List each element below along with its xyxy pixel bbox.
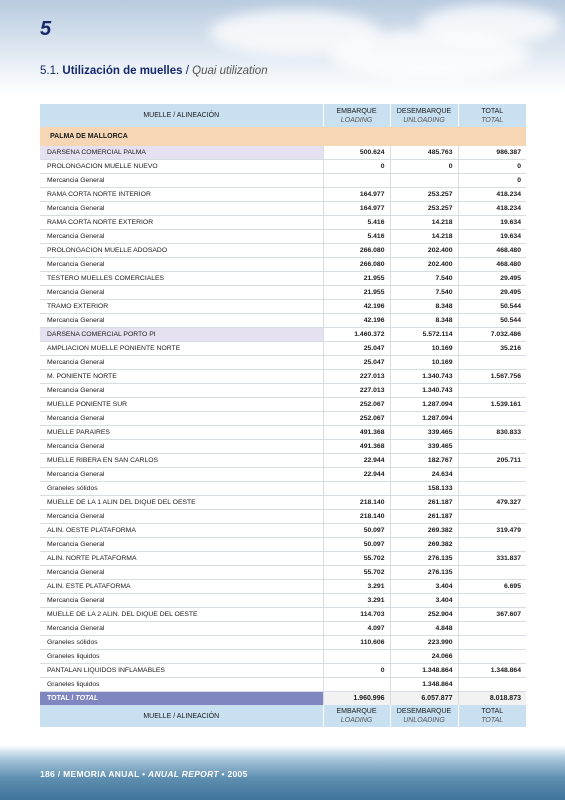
section-title-es: Utilización de muelles [62,65,183,77]
table-row [40,244,526,258]
row-unloading: 223.990 [390,636,458,650]
row-unloading: 0 [390,160,458,174]
table-row [40,482,526,496]
row-loading: 50.097 [323,524,390,538]
row-label: Graneles liquidos [40,678,323,692]
row-label: Mercancia General [40,412,323,426]
row-loading: 25.047 [323,356,390,370]
row-loading: 110.606 [323,636,390,650]
row-unloading: 3.404 [390,580,458,594]
row-loading: 25.047 [323,342,390,356]
row-unloading: 253.257 [390,188,458,202]
row-total: 367.607 [458,608,526,622]
table-row [40,454,526,468]
table-row [40,552,526,566]
row-total: 50.544 [458,314,526,328]
row-total [458,356,526,370]
row-unloading: 24.634 [390,468,458,482]
row-unloading: 1.340.743 [390,370,458,384]
total-loading: 1.960.996 [323,692,390,706]
row-loading: 114.703 [323,608,390,622]
row-total [458,566,526,580]
row-label: Mercancia General [40,258,323,272]
row-total: 205.711 [458,454,526,468]
table-row [40,272,526,286]
chapter-number: 5 [40,18,52,40]
row-total [458,510,526,524]
row-total: 319.479 [458,524,526,538]
row-total: 7.032.486 [458,328,526,342]
table-row [40,230,526,244]
row-label: MUELLE PONIENTE SUR [40,398,323,412]
table-row [40,440,526,454]
row-loading [323,678,390,692]
footer-column-total: TOTAL TOTAL [458,705,526,727]
row-total: 986.387 [458,146,526,160]
table-row [40,468,526,482]
row-unloading: 14.218 [390,216,458,230]
row-total: 830.833 [458,426,526,440]
row-total: 19.634 [458,230,526,244]
row-label: DARSENA COMERCIAL PALMA [40,146,323,160]
table-row [40,370,526,384]
row-loading: 3.291 [323,594,390,608]
table-row [40,594,526,608]
row-label: Mercancia General [40,314,323,328]
row-total [458,678,526,692]
row-unloading [390,174,458,188]
table-row [40,188,526,202]
row-unloading: 339.465 [390,426,458,440]
row-label: ALIN. OESTE PLATAFORMA [40,524,323,538]
row-unloading: 4.848 [390,622,458,636]
row-unloading: 182.767 [390,454,458,468]
row-total: 6.695 [458,580,526,594]
row-label: Mercancia General [40,538,323,552]
row-total [458,440,526,454]
table-row [40,398,526,412]
row-total [458,412,526,426]
row-label: Mercancia General [40,286,323,300]
row-label: Mercancia General [40,594,323,608]
row-total: 0 [458,174,526,188]
row-total: 19.634 [458,216,526,230]
row-loading: 1.460.372 [323,328,390,342]
row-loading: 21.955 [323,286,390,300]
footer-report-es: MEMORIA ANUAL [63,769,140,779]
table-row [40,510,526,524]
row-loading: 164.977 [323,188,390,202]
footer-column-quay: MUELLE / ALINEACIÓN [40,705,323,727]
row-loading: 4.097 [323,622,390,636]
row-total [458,468,526,482]
row-label: Mercancia General [40,230,323,244]
row-loading: 227.013 [323,384,390,398]
group-label: PALMA DE MALLORCA [40,127,526,146]
footer-column-loading: EMBARQUE LOADING [323,705,390,727]
row-loading: 227.013 [323,370,390,384]
row-total: 468.480 [458,244,526,258]
row-total: 29.495 [458,272,526,286]
table-row [40,356,526,370]
section-title [40,65,268,77]
section-title-separator: / [185,65,189,77]
row-loading: 252.067 [323,398,390,412]
row-label: PANTALAN LIQUIDOS INFLAMABLES [40,664,323,678]
row-total [458,538,526,552]
row-loading: 5.416 [323,230,390,244]
row-label: Graneles sólidos [40,482,323,496]
row-total [458,650,526,664]
table-row [40,286,526,300]
row-loading: 55.702 [323,552,390,566]
row-total: 418.234 [458,188,526,202]
row-total [458,482,526,496]
row-total: 1.348.864 [458,664,526,678]
row-label: MUELLE DE LA 1 ALIN DEL DIQUE DEL OESTE [40,496,323,510]
footer-year: 2005 [227,769,248,779]
row-unloading: 10.169 [390,356,458,370]
column-header-total: TOTAL TOTAL [458,104,526,127]
row-unloading: 1.287.094 [390,398,458,412]
table-row [40,314,526,328]
row-unloading: 1.348.864 [390,678,458,692]
row-total: 1.567.756 [458,370,526,384]
table-row [40,342,526,356]
row-loading: 491.368 [323,440,390,454]
row-unloading: 261.187 [390,496,458,510]
row-loading: 218.140 [323,510,390,524]
row-total [458,622,526,636]
row-unloading: 253.257 [390,202,458,216]
row-unloading: 1.287.094 [390,412,458,426]
row-loading: 266.080 [323,244,390,258]
table-row [40,426,526,440]
table-row [40,664,526,678]
row-unloading: 3.404 [390,594,458,608]
row-total: 418.234 [458,202,526,216]
row-label: Mercancia General [40,622,323,636]
table-row [40,258,526,272]
table-row [40,608,526,622]
row-loading: 266.080 [323,258,390,272]
page-number: 186 [40,769,56,779]
row-unloading: 7.540 [390,286,458,300]
row-unloading: 202.400 [390,258,458,272]
row-label: DARSENA COMERCIAL PORTO PI [40,328,323,342]
row-loading: 491.368 [323,426,390,440]
table-row [40,566,526,580]
row-label: TRAMO EXTERIOR [40,300,323,314]
row-label: Mercancia General [40,384,323,398]
table-row [40,580,526,594]
row-label: ALIN. ESTE PLATAFORMA [40,580,323,594]
row-loading: 42.196 [323,300,390,314]
row-total: 468.480 [458,258,526,272]
row-label: RAMA CORTA NORTE INTERIOR [40,188,323,202]
table-header-row [40,104,526,127]
row-unloading: 10.169 [390,342,458,356]
row-loading: 55.702 [323,566,390,580]
total-label: TOTAL / TOTAL [40,692,323,706]
row-unloading: 8.348 [390,314,458,328]
table-row [40,216,526,230]
row-label: Mercancia General [40,202,323,216]
row-label: Graneles liquidos [40,650,323,664]
row-unloading: 158.133 [390,482,458,496]
row-unloading: 7.540 [390,272,458,286]
footer-report-en: ANUAL REPORT [148,769,219,779]
row-label: Mercancia General [40,356,323,370]
row-unloading: 269.382 [390,524,458,538]
table-row [40,622,526,636]
section-number: 5.1. [40,65,60,77]
row-loading: 22.944 [323,468,390,482]
row-label: MUELLE PARAIRES [40,426,323,440]
row-loading: 3.291 [323,580,390,594]
row-label: ALIN. NORTE PLATAFORMA [40,552,323,566]
table-row [40,678,526,692]
row-loading: 252.067 [323,412,390,426]
table-row [40,160,526,174]
row-label: M. PONIENTE NORTE [40,370,323,384]
row-loading: 0 [323,664,390,678]
total-row [40,692,526,706]
row-total: 479.327 [458,496,526,510]
row-label: Mercancia General [40,440,323,454]
row-unloading: 269.382 [390,538,458,552]
table-footer-header-row [40,705,526,727]
table-row [40,524,526,538]
table-row [40,412,526,426]
row-unloading: 202.400 [390,244,458,258]
row-label: AMPLIACION MUELLE PONIENTE NORTE [40,342,323,356]
row-label: Graneles sólidos [40,636,323,650]
table-row [40,202,526,216]
table-row [40,496,526,510]
total-unloading: 6.057.877 [390,692,458,706]
row-total [458,594,526,608]
row-total: 0 [458,160,526,174]
row-loading: 218.140 [323,496,390,510]
table-row [40,300,526,314]
row-loading: 500.624 [323,146,390,160]
row-loading: 5.416 [323,216,390,230]
table-row [40,650,526,664]
row-loading: 0 [323,160,390,174]
section-title-en: Quai utilization [192,65,268,77]
row-unloading: 1.340.743 [390,384,458,398]
row-loading: 42.196 [323,314,390,328]
footer-column-unloading: DESEMBARQUE UNLOADING [390,705,458,727]
total-total: 8.018.873 [458,692,526,706]
row-loading: 22.944 [323,454,390,468]
row-total: 331.837 [458,552,526,566]
row-unloading: 261.187 [390,510,458,524]
row-unloading: 5.572.114 [390,328,458,342]
row-unloading: 8.348 [390,300,458,314]
row-label: Mercancia General [40,566,323,580]
row-unloading: 252.904 [390,608,458,622]
row-label: PROLONGACION MUELLE ADOSADO [40,244,323,258]
row-unloading: 276.135 [390,566,458,580]
row-total: 35.216 [458,342,526,356]
row-label: Mercancia General [40,510,323,524]
row-label: TESTERO MUELLES COMERCIALES [40,272,323,286]
row-label: MUELLE DE LA 2 ALIN. DEL DIQUE DEL OESTE [40,608,323,622]
row-loading: 50.097 [323,538,390,552]
column-header-quay: MUELLE / ALINEACIÓN [40,104,323,127]
row-unloading: 14.218 [390,230,458,244]
sky-background [0,0,565,95]
row-total: 50.544 [458,300,526,314]
row-label: Mercancia General [40,468,323,482]
table-row [40,636,526,650]
quay-utilization-table [40,104,526,727]
table-row [40,146,526,160]
row-loading: 21.955 [323,272,390,286]
row-total: 29.495 [458,286,526,300]
row-unloading: 339.465 [390,440,458,454]
row-label: PROLONGACION MUELLE NUEVO [40,160,323,174]
page-footer: 186 / MEMORIA ANUAL • ANUAL REPORT • 2005 [40,769,248,779]
table-row [40,538,526,552]
table-row [40,174,526,188]
row-loading [323,650,390,664]
row-total: 1.539.161 [458,398,526,412]
group-row [40,127,526,146]
row-unloading: 24.066 [390,650,458,664]
row-unloading: 276.135 [390,552,458,566]
column-header-unloading: DESEMBARQUE UNLOADING [390,104,458,127]
row-label: Mercancia General [40,174,323,188]
row-loading: 164.977 [323,202,390,216]
row-loading [323,174,390,188]
row-unloading: 1.348.864 [390,664,458,678]
table-row [40,384,526,398]
row-label: RAMA CORTA NORTE EXTERIOR [40,216,323,230]
row-total [458,384,526,398]
row-total [458,636,526,650]
table-row [40,328,526,342]
row-loading [323,482,390,496]
row-label: MUELLE RIBERA EN SAN CARLOS [40,454,323,468]
row-unloading: 485.763 [390,146,458,160]
column-header-loading: EMBARQUE LOADING [323,104,390,127]
